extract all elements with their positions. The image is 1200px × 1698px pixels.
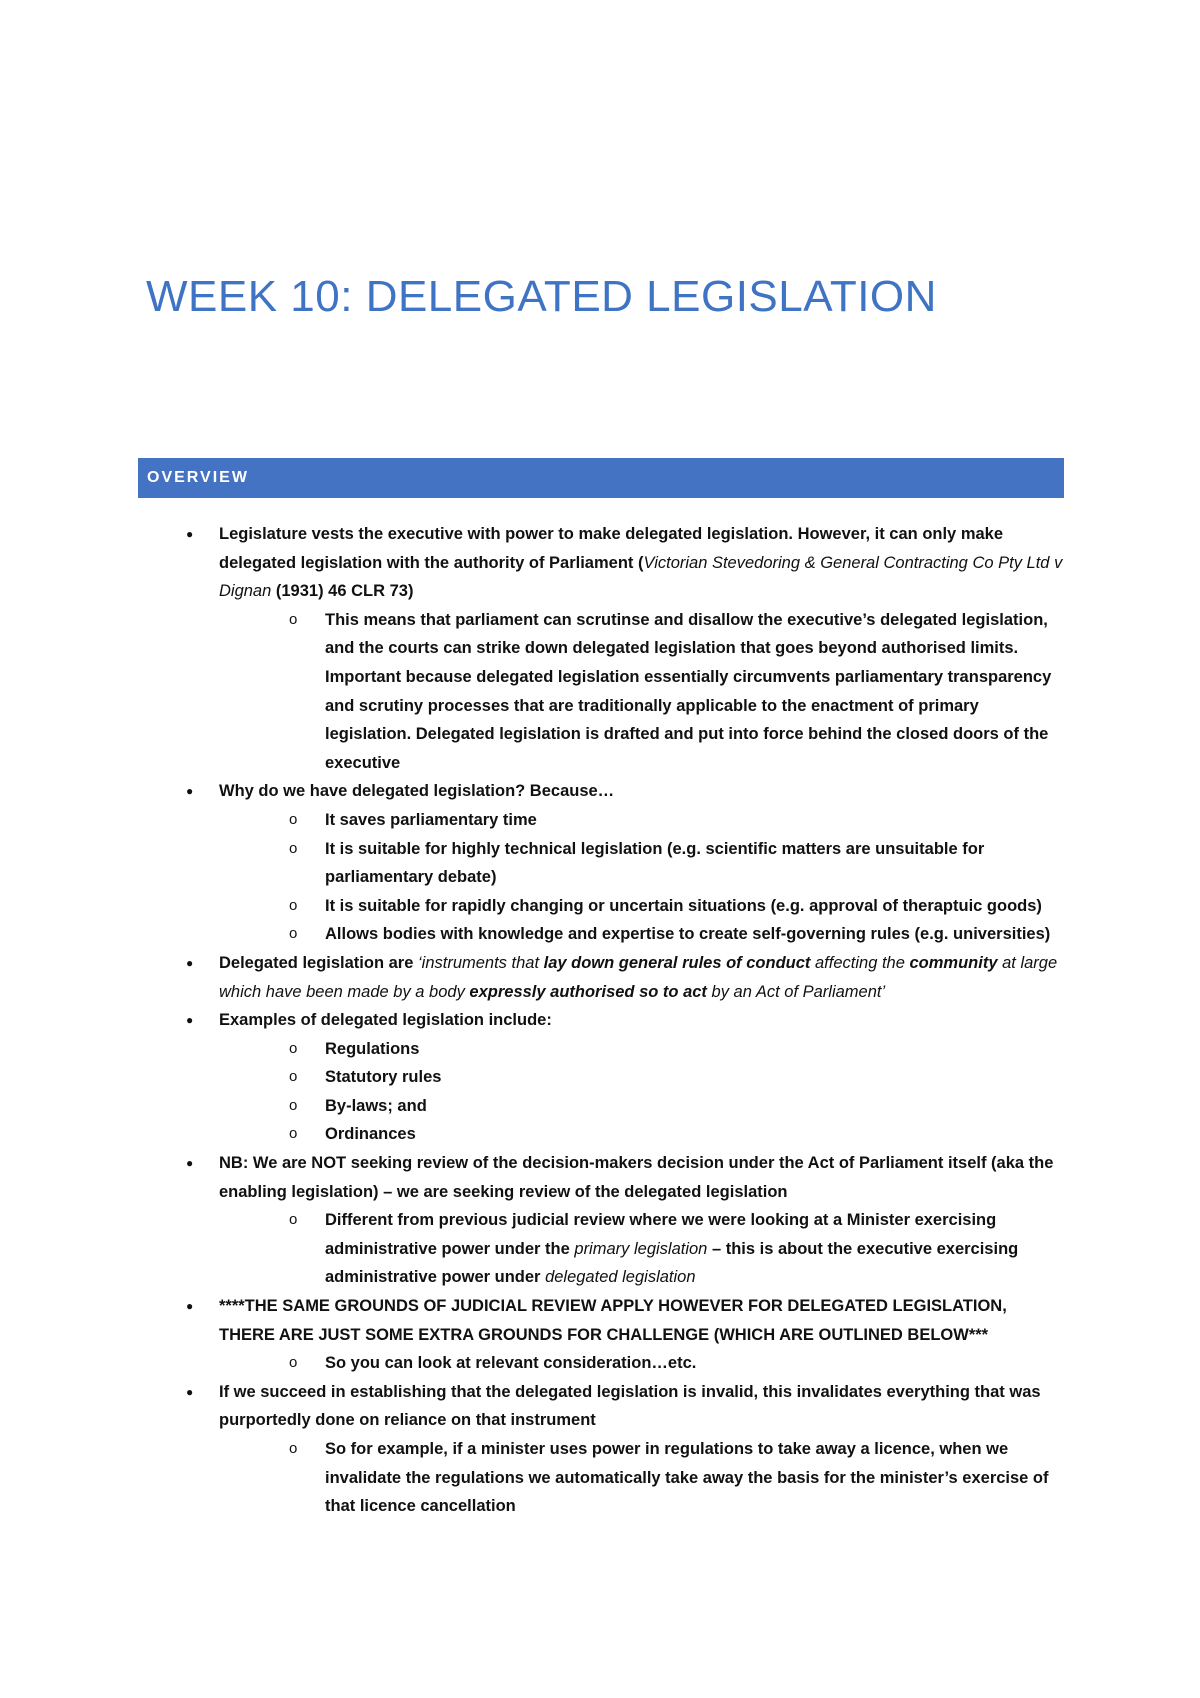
sub-bullet-icon: o: [289, 1354, 298, 1372]
sub-bullet-icon: o: [289, 839, 298, 857]
sub-list-item: o It is suitable for highly technical legislation (e.g. scientific matters are unsuitable for parliamentary debate): [219, 835, 1066, 892]
list-item: ● Legislature vests the executive with power to make delegated legislation. However, it can only make delegated legislation with the authority of Parliament (Victorian Stevedoring & General Contracting Co Pty Ltd v Dignan (1931) 46 CLR 73) o This means that parliament can scrutinse and disallow the executive’s delegated legislation, and the courts can strike down delegated legislation that goes beyond authorised limits. Important because delegated legislation essentially circumvents parliamentary transparency and scrutiny processes that are traditionally applicable to the enactment of primary legislation. Delegated legislation is drafted and put into force behind the closed doors of the executive: [186, 520, 1066, 777]
sub-list-item: o Different from previous judicial review where we were looking at a Minister exercising administrative power under the primary legislation – this is about the executive exercising administrative power under delegated legislation: [219, 1206, 1066, 1292]
sub-list-item: o So you can look at relevant consideration…etc.: [219, 1349, 1066, 1378]
sub-list-item: o Regulations: [219, 1035, 1066, 1064]
bullet-icon: ●: [186, 1013, 194, 1028]
sub-list-item: o Statutory rules: [219, 1063, 1066, 1092]
sub-list-item: o Allows bodies with knowledge and expertise to create self-governing rules (e.g. universities): [219, 920, 1066, 949]
overview-content: [186, 520, 1066, 1521]
list-item: ● NB: We are NOT seeking review of the decision-makers decision under the Act of Parliament itself (aka the enabling legislation) – we are seeking review of the delegated legislation o Different from previous judicial review where we were looking at a Minister exercising administrative power under the primary legislation – this is about the executive exercising administrative power under delegated legislation: [186, 1149, 1066, 1292]
sub-bullet-icon: o: [289, 1039, 298, 1057]
sub-list-item: o It saves parliamentary time: [219, 806, 1066, 835]
sub-bullet-icon: o: [289, 925, 298, 943]
sub-bullet-icon: o: [289, 1125, 298, 1143]
bullet-icon: ●: [186, 527, 194, 541]
sub-list: [219, 1349, 1066, 1378]
sub-list: [219, 606, 1066, 778]
sub-list-item: o It is suitable for rapidly changing or uncertain situations (e.g. approval of theraptuic goods): [219, 892, 1066, 921]
sub-bullet-icon: o: [289, 1440, 298, 1457]
bullet-icon: ●: [186, 955, 194, 970]
bullet-icon: ●: [186, 1299, 194, 1314]
sub-list: [219, 806, 1066, 949]
sub-list-item: o By-laws; and: [219, 1092, 1066, 1121]
list-item: ● If we succeed in establishing that the delegated legislation is invalid, this invalidates everything that was purportedly done on reliance on that instrument o So for example, if a minister uses power in regulations to take away a licence, when we invalidate the regulations we automatically take away the basis for the minister’s exercise of that licence cancellation: [186, 1378, 1066, 1521]
list-item: ● ****THE SAME GROUNDS OF JUDICIAL REVIEW APPLY HOWEVER FOR DELEGATED LEGISLATION, THERE ARE JUST SOME EXTRA GROUNDS FOR CHALLENGE (WHICH ARE OUTLINED BELOW*** o So you can look at relevant consideration…etc.: [186, 1292, 1066, 1378]
sub-bullet-icon: o: [289, 810, 298, 828]
sub-list: [219, 1035, 1066, 1149]
sub-list-item: o This means that parliament can scrutinse and disallow the executive’s delegated legislation, and the courts can strike down delegated legislation that goes beyond authorised limits. Important because delegated legislation essentially circumvents parliamentary transparency and scrutiny processes that are traditionally applicable to the enactment of primary legislation. Delegated legislation is drafted and put into force behind the closed doors of the executive: [219, 606, 1066, 778]
sub-list: [219, 1206, 1066, 1292]
sub-bullet-icon: o: [289, 1068, 298, 1086]
bullet-icon: ●: [186, 784, 194, 799]
bullet-icon: ●: [186, 1384, 194, 1399]
section-heading-overview: OVERVIEW: [138, 458, 1064, 498]
sub-list: [219, 1435, 1066, 1521]
bullet-list: [186, 520, 1066, 1521]
sub-bullet-icon: o: [289, 1211, 298, 1229]
nb-label: NB:: [219, 1154, 249, 1173]
sub-list-item: o Ordinances: [219, 1120, 1066, 1149]
list-item: ● Why do we have delegated legislation? Because… o It saves parliamentary time o It is suitable for highly technical legislation (e.g. scientific matters are unsuitable for parliamentary debate) o It is suitable for rapidly changing or uncertain situations (e.g. approval of theraptuic goods) o Allows bodies with knowledge and expertise to create self-governing rules (e.g. universities): [186, 777, 1066, 949]
bullet-icon: ●: [186, 1156, 194, 1171]
case-citation: Victorian Stevedoring & General Contracting Co Pty Ltd v Dignan: [219, 553, 1063, 601]
sub-bullet-icon: o: [289, 1096, 298, 1114]
sub-bullet-icon: o: [289, 896, 298, 914]
sub-list-item: o So for example, if a minister uses power in regulations to take away a licence, when we invalidate the regulations we automatically take away the basis for the minister’s exercise of that licence cancellation: [219, 1435, 1066, 1521]
page-title: WEEK 10: DELEGATED LEGISLATION: [146, 272, 937, 321]
list-item: ● Examples of delegated legislation include: o Regulations o Statutory rules o By-laws; and o Ordinances: [186, 1006, 1066, 1149]
sub-bullet-icon: o: [289, 610, 298, 628]
list-item: ● Delegated legislation are ‘instruments that lay down general rules of conduct affecting the community at large which have been made by a body expressly authorised so to act by an Act of Parliament’: [186, 949, 1066, 1006]
